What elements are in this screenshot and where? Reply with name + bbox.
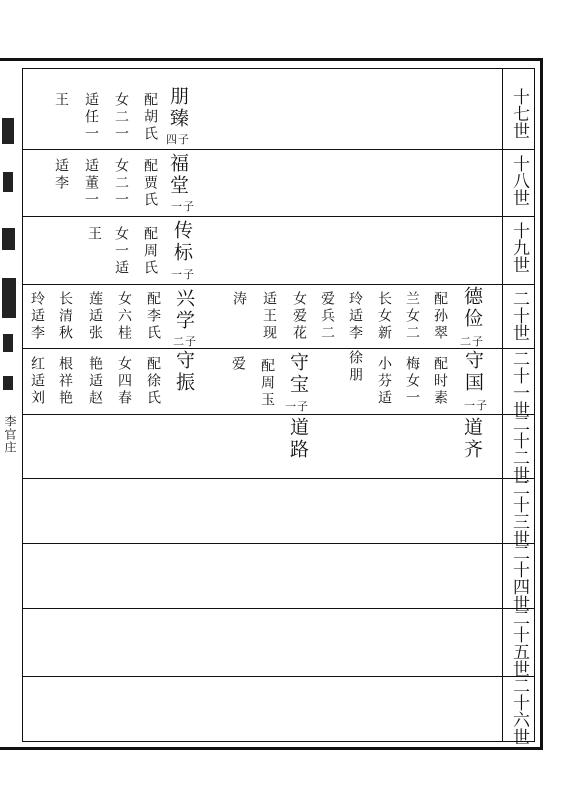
entry-text: 女爱花 <box>291 291 307 342</box>
generation-label: 十九世 <box>509 222 529 273</box>
entry-text: 女二一 <box>113 92 129 143</box>
entry-text: 小芬适 <box>376 356 392 407</box>
person-name: 守国 <box>462 350 484 394</box>
entry-text: 配周玉 <box>259 358 275 409</box>
row-divider <box>22 478 535 479</box>
sons-count: 二子 <box>173 335 197 348</box>
entry-text: 配李氏 <box>145 291 161 342</box>
entry-text: 红适刘 <box>29 356 45 407</box>
generation-label: 十七世 <box>509 88 529 139</box>
entry-text: 适李 <box>53 158 69 192</box>
entry-text: 兰女二 <box>404 291 420 342</box>
entry-text: 女二一 <box>113 158 129 209</box>
side-village-label: 李官庄 <box>3 415 17 454</box>
generation-label: 十八世 <box>509 155 529 206</box>
entry-text: 爱兵二 <box>319 291 335 342</box>
entry-text: 长女新 <box>376 291 392 342</box>
generation-column-divider <box>502 68 503 742</box>
entry-text: 玲适李 <box>347 291 363 342</box>
person-name: 守宝 <box>287 352 309 396</box>
row-divider <box>22 608 535 609</box>
sons-count: 一子 <box>464 399 488 412</box>
person-name: 道齐 <box>461 417 483 461</box>
entry-text: 配周氏 <box>142 226 158 277</box>
row-divider <box>22 216 535 217</box>
generation-label: 二十二世 <box>509 415 529 483</box>
entry-text: 玲适李 <box>29 291 45 342</box>
entry-text: 配贾氏 <box>142 158 158 209</box>
generation-label: 二十五世 <box>509 609 529 677</box>
entry-text: 长清秋 <box>57 291 73 342</box>
generation-label: 二十四世 <box>509 544 529 612</box>
row-divider <box>22 149 535 150</box>
entry-text: 涛 <box>231 291 247 308</box>
entry-text: 适王现 <box>261 291 277 342</box>
sons-count: 一子 <box>285 400 309 413</box>
entry-text: 梅女一 <box>404 356 420 407</box>
person-name: 德俭 <box>461 286 483 330</box>
entry-text: 爱 <box>230 356 246 373</box>
sons-count: 四子 <box>166 133 190 146</box>
person-name: 守振 <box>173 350 195 394</box>
entry-text: 配时素 <box>432 356 448 407</box>
book-spine-decoration <box>0 98 18 438</box>
row-divider <box>22 284 535 285</box>
row-divider <box>22 676 535 677</box>
sons-count: 一子 <box>171 200 195 213</box>
entry-text: 王 <box>53 92 69 109</box>
entry-text: 女一适 <box>113 226 129 277</box>
generation-label: 二十一世 <box>509 350 529 418</box>
person-name: 道路 <box>287 417 309 461</box>
entry-text: 女四春 <box>116 356 132 407</box>
person-name: 福堂 <box>167 153 189 197</box>
person-name: 传标 <box>171 220 193 264</box>
sons-count: 一子 <box>171 268 195 281</box>
entry-text: 女六桂 <box>116 291 132 342</box>
entry-text: 艳适赵 <box>87 356 103 407</box>
row-divider <box>22 543 535 544</box>
entry-text: 配孙翠 <box>432 291 448 342</box>
row-divider <box>22 348 535 349</box>
entry-text: 配徐氏 <box>145 356 161 407</box>
person-name: 朋臻 <box>167 86 189 130</box>
person-name: 兴学 <box>173 288 195 332</box>
entry-text: 莲适张 <box>87 291 103 342</box>
generation-label: 二十三世 <box>509 479 529 547</box>
sons-count: 二子 <box>460 335 484 348</box>
row-divider <box>22 414 535 415</box>
entry-text: 根祥艳 <box>57 356 73 407</box>
entry-text: 配胡氏 <box>142 92 158 143</box>
generation-label: 二十六世 <box>509 677 529 745</box>
generation-label: 二十世 <box>509 290 529 341</box>
entry-text: 适董一 <box>83 158 99 209</box>
entry-text: 王 <box>86 226 102 243</box>
entry-text: 徐朋 <box>347 350 363 384</box>
entry-text: 适任一 <box>83 92 99 143</box>
